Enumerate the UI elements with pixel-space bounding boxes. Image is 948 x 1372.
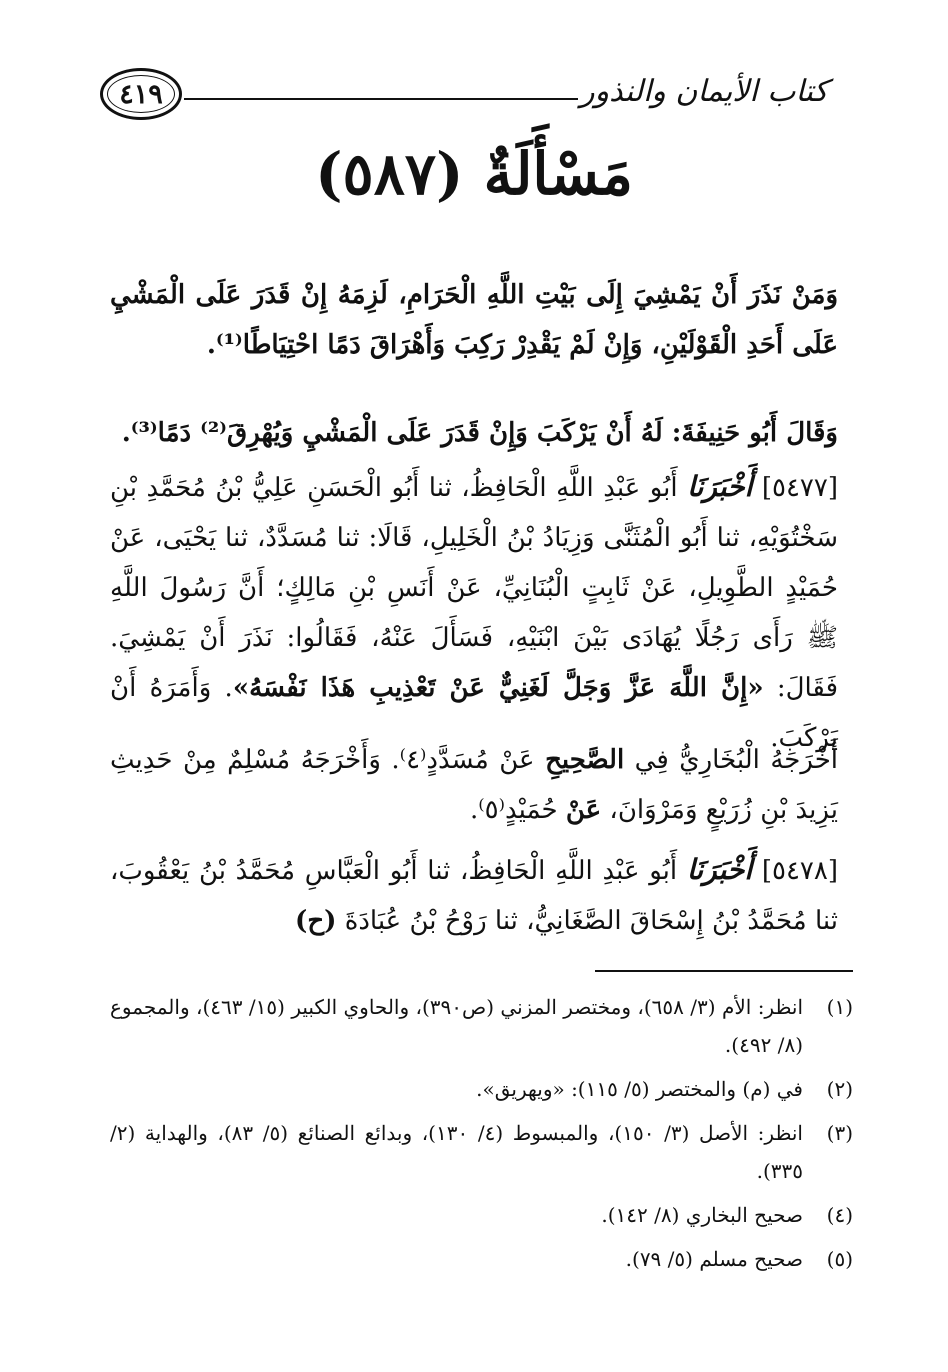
footnote-text: انظر: الأصل (٣/ ١٥٠)، والمبسوط (٤/ ١٣٠)، وبدائع الصنائع (٥/ ٨٣)، والهداية (٢/ ٣٣٥). — [110, 1121, 803, 1183]
footnote — [110, 1196, 853, 1234]
takhrij-paragraph — [110, 735, 838, 835]
masalah-text: وَمَنْ نَذَرَ أَنْ يَمْشِيَ إِلَى بَيْتِ اللَّهِ الْحَرَامِ، لَزِمَهُ إِنْ قَدَرَ عَلَى الْمَشْيِ عَلَى أَحَدِ الْقَوْلَيْنِ، وَإِنْ لَمْ يَقْدِرْ رَكِبَ وَأَهْرَاقَ دَمًا احْتِيَاطًا⁽¹⁾. — [110, 280, 838, 360]
hadith-text: أَبُو عَبْدِ اللَّهِ الْحَافِظُ، ثنا أَبُو الْعَبَّاسِ مُحَمَّدُ بْنُ يَعْقُوبَ، ثنا مُحَمَّدُ بْنُ إِسْحَاقَ الصَّغَانِيُّ، ثنا رَوْحُ بْنُ عُبَادَةَ — [110, 856, 838, 936]
page-number-badge — [100, 68, 182, 120]
header-rule — [184, 98, 578, 100]
hadith-text: أَبُو عَبْدِ اللَّهِ الْحَافِظُ، ثنا أَبُو الْحَسَنِ عَلِيُّ بْنُ مُحَمَّدِ بْنِ سَخْتُوَيْهِ، ثنا أَبُو الْمُثَنَّى وَزِيَادُ بْنُ الْخَلِيلِ، قَالَا: ثنا مُسَدَّدٌ، ثنا يَحْيَى، عَنْ حُمَيْدٍ الطَّوِيلِ، عَنْ ثَابِتٍ الْبُنَانِيِّ، عَنْ أَنَسِ بْنِ مَالِكٍ؛ أَنَّ رَسُولَ اللَّهِ ﷺ رَأَى رَجُلًا يُهَادَى بَيْنَ ابْنَيْهِ، فَسَأَلَ عَنْهُ، فَقَالُوا: نَذَرَ أَنْ يَمْشِيَ. فَقَالَ: — [110, 473, 839, 703]
akhbarana-label: أَخْبَرَنَا — [687, 470, 753, 503]
hadith-quote: «إِنَّ اللَّهَ عَزَّ وَجَلَّ لَغَنِيٌّ عَنْ تَعْذِيبِ هَذَا نَفْسَهُ» — [232, 673, 764, 703]
takhrij-sahih: الصَّحِيحِ — [545, 745, 625, 775]
akhbarana-label: أَخْبَرَنَا — [686, 853, 753, 886]
footnote-number: (١) — [826, 995, 853, 1019]
footnote — [110, 1070, 853, 1108]
footnote-text: انظر: الأم (٣/ ٦٥٨)، ومختصر المزني (ص٣٩٠)، والحاوي الكبير (١٥/ ٤٦٣)، والمجموع (٨/ ٤٩٢). — [110, 995, 803, 1057]
footnote — [110, 988, 853, 1064]
hadith-5477 — [110, 462, 838, 763]
footnote-number: (٢) — [826, 1077, 853, 1101]
takhrij-part3: حُمَيْدٍ⁽٥⁾. — [469, 795, 558, 825]
hadith-number: [٥٤٧٧] — [761, 473, 839, 503]
footnote-number: (٤) — [826, 1203, 853, 1227]
hadith-ending: . وَأَمَرَهُ أَنْ يَرْكَبَ. — [110, 673, 838, 753]
masalah-heading: مَسْأَلَةٌ (٥٨٧) — [315, 140, 633, 208]
takhrij-part2: عَنْ مُسَدَّدٍ⁽٤⁾. وَأَخْرَجَهُ مُسْلِمٌ مِنْ حَدِيثِ يَزِيدَ بْنِ زُرَيْعٍ وَمَرْوَانَ، — [110, 745, 838, 825]
running-header — [100, 68, 828, 124]
hadith-5478 — [110, 845, 838, 946]
footnote — [110, 1114, 853, 1190]
takhrij-an: عَنْ — [565, 795, 602, 825]
hadith-number: [٥٤٧٨] — [761, 856, 839, 886]
takhrij-part1: أَخْرَجَهُ الْبُخَارِيُّ فِي — [634, 745, 839, 775]
abu-hanifa-opinion: وَقَالَ أَبُو حَنِيفَةَ: لَهُ أَنْ يَرْكَبَ وَإِنْ قَدَرَ عَلَى الْمَشْيِ وَيُهْرِقَ⁽²⁾ دَمًا⁽³⁾. — [121, 418, 838, 448]
book-title: كتاب الأيمان والنذور — [580, 74, 828, 109]
footnote-text: صحيح البخاري (٨/ ١٤٢). — [601, 1203, 803, 1227]
footnote-text: في (م) والمختصر (٥/ ١١٥): «ويهريق». — [476, 1077, 803, 1101]
footnote-separator — [595, 970, 853, 972]
footnote-text: صحيح مسلم (٥/ ٧٩). — [625, 1247, 803, 1271]
footnote-number: (٥) — [826, 1247, 853, 1271]
page-number: ٤١٩ — [119, 78, 163, 110]
footnote — [110, 1240, 853, 1278]
tahwil-marker: (ح) — [295, 906, 337, 936]
footnotes — [110, 988, 853, 1284]
footnote-number: (٣) — [826, 1121, 853, 1145]
